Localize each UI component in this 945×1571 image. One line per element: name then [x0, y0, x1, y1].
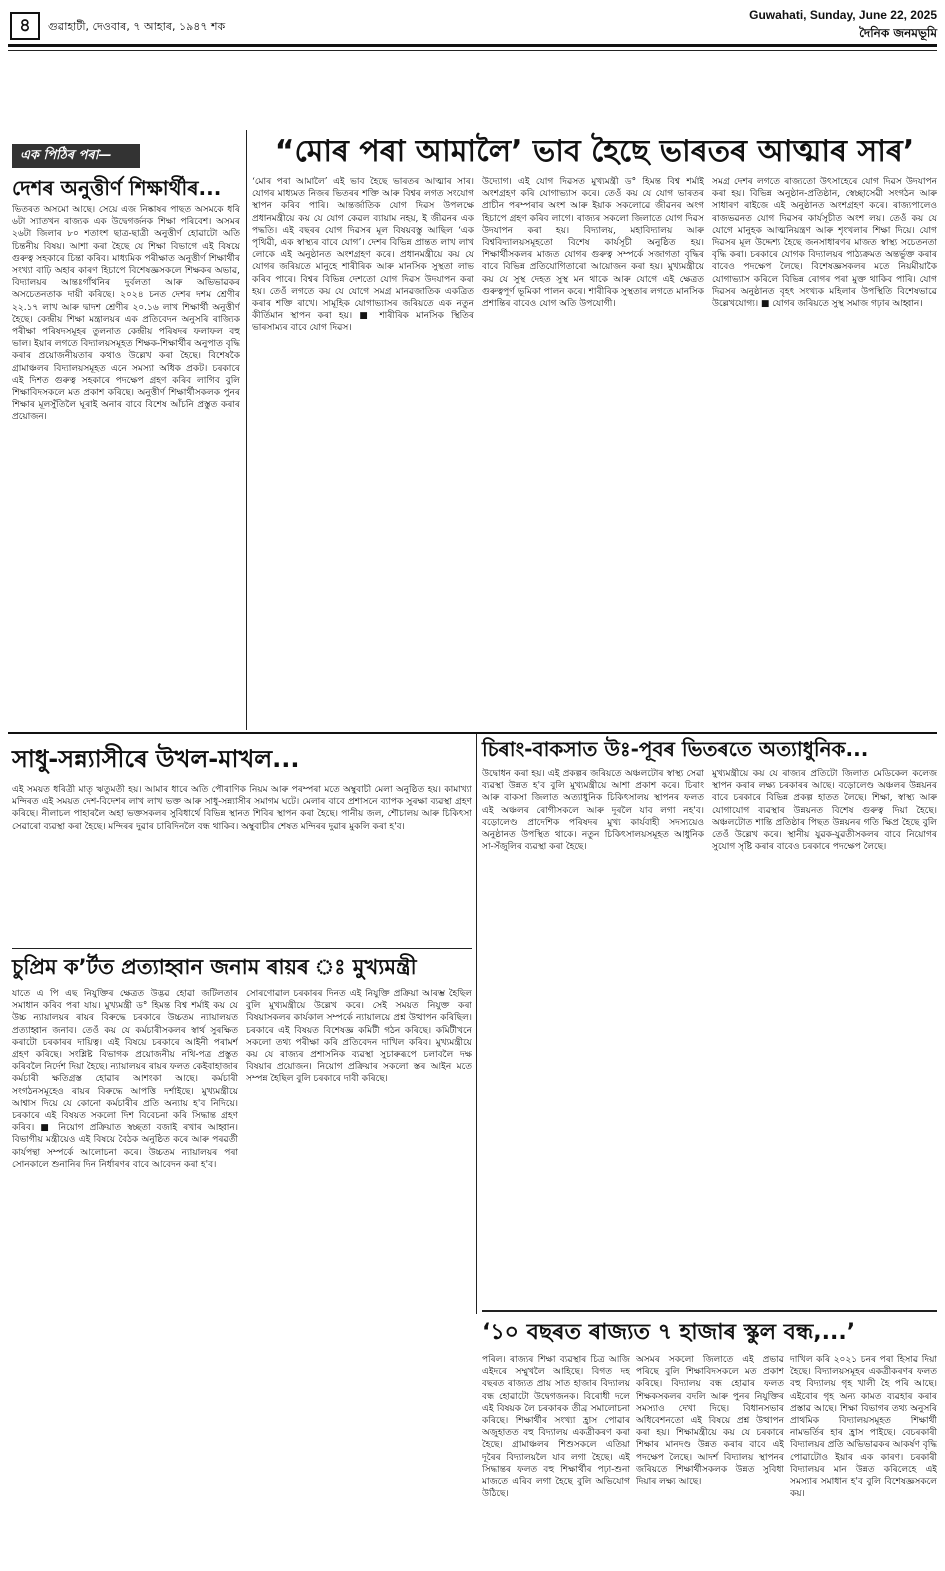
article4-body-right: মুখ্যমন্ত্ৰীয়ে কয় যে ৰাজ্যৰ প্ৰতিটো জিলাত মেডিকেল কলেজ স্থাপন কৰাৰ লক্ষ্য চৰকাৰৰ আছে। বড়োলেণ্ড অঞ্চলৰ উন্নয়নৰ বাবে চৰকাৰে বিভিন্ন প্ৰকল্প হাতত লৈছে। শিক্ষা, স্বাস্থ্য আৰু যোগাযোগ ব্যৱস্থাৰ উন্নয়নত বিশেষ গুৰুত্ব দিয়া হৈছে। অঞ্চলটোত শান্তি প্ৰতিষ্ঠাৰ পিছত উন্নয়নৰ গতি ক্ষিপ্ৰ হৈছে বুলি তেওঁ উল্লেখ কৰে। স্থানীয় যুৱক-যুৱতীসকলৰ বাবে নিয়োগৰ সুযোগ সৃষ্টি কৰাৰ বাবেও চৰকাৰে পদক্ষেপ লৈছে।: [712, 769, 937, 853]
article1-headline: দেশৰ অনুত্তীৰ্ণ শিক্ষাৰ্থীৰ...: [12, 176, 222, 200]
article6-body-left: পৰিল। ৰাজ্যৰ শিক্ষা ব্যৱস্থাৰ চিত্ৰ আজি এইদৰে সম্মুখলৈ আহিছে। বিগত দহ বছৰত ৰাজ্যত প্ৰায় সাত হাজাৰ বিদ্যালয় বন্ধ হোৱাটো উদ্বেগজনক। বিৰোধী দলে এই বিষয়ক লৈ চৰকাৰক তীব্ৰ সমালোচনা কৰিছে। শিক্ষাৰ্থীৰ সংখ্যা হ্ৰাস পোৱাৰ অজুহাতত বহু বিদ্যালয় একত্ৰীকৰণ কৰা হৈছে। গ্ৰামাঞ্চলৰ শিশুসকলে এতিয়া দূৰৈৰ বিদ্যালয়লৈ যাব লগা হৈছে। এই সিদ্ধান্তৰ ফলত বহু শিক্ষাৰ্থীৰ পঢ়া-শুনা মাজতে এৰিব লগা হৈছে বুলি অভিযোগ উঠিছে।: [482, 1355, 630, 1500]
article4-headline: চিৰাং-বাকসাত উঃ-পূবৰ ভিতৰতে অত্যাধুনিক...: [482, 737, 869, 761]
article5-body: যাতে এ পি এছ নিযুক্তিৰ ক্ষেত্ৰত উদ্ভৱ হোৱা জটিলতাৰ সমাধান কৰিব পৰা যায়। মুখ্যমন্ত্ৰী ড° হিমন্ত বিশ্ব শৰ্মাই কয় যে উচ্চ ন্যায়ালয়ৰ ৰায়ৰ বিৰুদ্ধে চৰকাৰে উচ্চতম ন্যায়ালয়ত প্ৰত্যাহ্বান জনাব। তেওঁ কয় যে কৰ্মচাৰীসকলৰ স্বাৰ্থ সুৰক্ষিত কৰাটো চৰকাৰৰ দায়িত্ব। এই বিষয়ে চৰকাৰে আইনী পৰামৰ্শ গ্ৰহণ কৰিছে। সংশ্লিষ্ট বিভাগক প্ৰয়োজনীয় নথি-পত্ৰ প্ৰস্তুত কৰিবলৈ নিৰ্দেশ দিয়া হৈছে। ন্যায়ালয়ৰ ৰায়ৰ ফলত কেইবাহাজাৰ কৰ্মচাৰী ক্ষতিগ্ৰস্ত হোৱাৰ আশংকা আছে। কৰ্মচাৰী সংগঠনসমূহেও ৰায়ৰ বিৰুদ্ধে আপত্তি দৰ্শাইছে। মুখ্যমন্ত্ৰীয়ে আশ্বাস দিয়ে যে কোনো কৰ্মচাৰীৰ প্ৰতি অন্যায় হ'ব নিদিয়ে। চৰকাৰে এই বিষয়ত সকলো দিশ বিবেচনা কৰি সিদ্ধান্ত গ্ৰহণ কৰিব। ■ নিয়োগ প্ৰক্ৰিয়াত স্বচ্ছতা বজাই ৰখাৰ আহ্বান। বিভাগীয় মন্ত্ৰীয়েও এই বিষয়ে বৈঠক অনুষ্ঠিত কৰে আৰু পৰৱৰ্তী কাৰ্যপন্থা সম্পৰ্কে আলোচনা কৰে। উচ্চতম ন্যায়ালয়ৰ পৰা সোনকালে শুনানিৰ দিন নিৰ্ধাৰণৰ বাবে আবেদন কৰা হ'ব।: [12, 989, 238, 1170]
article4-body-left: উদ্বোধন কৰা হয়। এই প্ৰকল্পৰ জৰিয়তে অঞ্চলটোৰ স্বাস্থ্য সেৱা ব্যৱস্থা উন্নত হ'ব বুলি মুখ্যমন্ত্ৰীয়ে আশা প্ৰকাশ কৰে। চিৰাং আৰু বাকসা জিলাত অত্যাধুনিক চিকিৎসালয় স্থাপনৰ ফলত এই অঞ্চলৰ ৰোগীসকলে আৰু দূৰলৈ যাব লগা নহ'ব। বড়োলেণ্ড প্ৰাদেশিক পৰিষদৰ মুখ্য কাৰ্যবাহী সদস্যয়েও অনুষ্ঠানত উপস্থিত থাকে। নতুন চিকিৎসালয়সমূহত আধুনিক সা-সঁজুলিৰ ব্যৱস্থা কৰা হৈছে।: [482, 769, 704, 853]
article6-headline: ‘১০ বছৰত ৰাজ্যত ৭ হাজাৰ স্কুল বন্ধ,...’: [482, 1320, 856, 1345]
article1-body: ভিতৰত অসমো আছে। সেয়ে এজ নিষ্কাষৰ পাছত অসমকে ধৰি ৬টা স্যাতখন ৰাজ্যক এক উদ্বেগৰ্জনক শিক্ষা পৰিবেশ। অসমৰ ২৬টা জিলাৰ ৮০ শতাংশ ছাত্ৰ-ছাত্ৰী অনুত্তীৰ্ণ হোৱাটো অতি চিন্তনীয় বিষয়। আশা কৰা হৈছে যে শিক্ষা বিভাগে এই বিষয়ে গুৰুত্ব সহকাৰে চিন্তা কৰিব। মাধ্যমিক পৰীক্ষাত অনুত্তীৰ্ণ শিক্ষাৰ্থীৰ সংখ্যা বাঢ়ি অহাৰ কাৰণ হিচাপে বিশেষজ্ঞসকলে শিক্ষকৰ অভাৱ, বিদ্যালয়ৰ আন্তঃগাঁথনিৰ দুৰ্বলতা আৰু অভিভাৱকৰ অসচেতনতাক দায়ী কৰিছে। ২০২৪ চনত দেশৰ দশম শ্ৰেণীৰ ২২.১৭ লাখ আৰু দ্বাদশ শ্ৰেণীৰ ২০.১৬ লাখ শিক্ষাৰ্থী অনুত্তীৰ্ণ হৈছে। কেন্দ্ৰীয় শিক্ষা মন্ত্ৰালয়ৰ এক প্ৰতিবেদন অনুসৰি ৰাজ্যিক পৰীক্ষা পৰিষদসমূহৰ তুলনাত কেন্দ্ৰীয় পৰিষদৰ ফলাফল বহু ভাল। ইয়াৰ লগতে বিদ্যালয়সমূহত শিক্ষক-শিক্ষাৰ্থীৰ অনুপাত বৃদ্ধি কৰাৰ প্ৰয়োজনীয়তাৰ কথাও উল্লেখ কৰা হৈছে। বিশেষকৈ গ্ৰামাঞ্চলৰ বিদ্যালয়সমূহত এনে সমস্যা অধিক প্ৰকট। চৰকাৰে এই দিশত গুৰুত্ব সহকাৰে পদক্ষেপ গ্ৰহণ কৰিব লাগিব বুলি শিক্ষাবিদসকলে মত প্ৰকাশ কৰিছে। অনুত্তীৰ্ণ শিক্ষাৰ্থীসকলক পুনৰ শিক্ষাৰ মূলসুঁতিলৈ ঘূৰাই অনাৰ বাবে বিশেষ আঁচনি প্ৰস্তুত কৰাৰ প্ৰয়োজন।: [12, 205, 240, 423]
masthead: দৈনিক জনমভূমি: [859, 26, 937, 40]
page-number: ৪: [10, 12, 40, 40]
article6-body-right: দাখিল কৰি ২০২১ চনৰ পৰা হিসাৱ দিয়া হৈছে। বিদ্যালয়সমূহৰ একত্ৰীকৰণৰ ফলত বহু বিদ্যালয় গৃহ খালী হৈ পৰি আছে। এইবোৰ গৃহ অন্য কামত ব্যৱহাৰ কৰাৰ প্ৰস্তাৱ আছে। শিক্ষা বিভাগৰ তথ্য অনুসৰি প্ৰাথমিক বিদ্যালয়সমূহত শিক্ষাৰ্থী নামভৰ্তিৰ হাৰ হ্ৰাস পাইছে। বেচৰকাৰী বিদ্যালয়ৰ প্ৰতি অভিভাৱকৰ আকৰ্ষণ বৃদ্ধি পোৱাটোও ইয়াৰ এক কাৰণ। চৰকাৰী বিদ্যালয়ৰ মান উন্নত কৰিলেহে এই সমস্যাৰ সমাধান হ'ব বুলি বিশেষজ্ঞসকলে কয়।: [790, 1355, 937, 1500]
article2-headline: “মোৰ পৰা আমালৈ’ ভাব হৈছে ভাৰতৰ আত্মাৰ সাৰ’: [274, 134, 915, 169]
article5-headline: চুপ্ৰিম ক’ৰ্টত প্ৰত্যাহ্বান জনাম ৰায়ৰ ঃ মুখ্যমন্ত্ৰী: [12, 955, 417, 979]
header-rule-thin: [8, 50, 937, 51]
article3-body: এই সময়ত ধৰিত্ৰী মাতৃ ঋতুমতী হয়। আমাৰ ধাৰে অতি পৌৰাণিক নিয়ম আৰু পৰম্পৰা মতে অম্বুবাচী মেলা অনুষ্ঠিত হয়। কামাখ্যা মন্দিৰত এই সময়ত দেশ-বিদেশৰ লাখ লাখ ভক্ত আৰু সাধু-সন্ন্যাসীৰ সমাগম ঘটে। মেলাৰ বাবে প্ৰশাসনে ব্যাপক সুৰক্ষা ব্যৱস্থা গ্ৰহণ কৰিছে। নীলাচল পাহাৰলৈ অহা ভক্তসকলৰ সুবিধাৰ্থে বিভিন্ন স্থানত শিবিৰ স্থাপন কৰা হৈছে। পানীয় জল, শৌচালয় আৰু চিকিৎসা সেৱাৰো ব্যৱস্থা কৰা হৈছে। মন্দিৰৰ দুৱাৰ চাৰিদিনলৈ বন্ধ থাকিব। অম্বুবাচীৰ শেষত মন্দিৰৰ দুৱাৰ মুকলি কৰা হ'ব।: [12, 785, 472, 832]
article5-body-right: সোৰণোৱাল চৰকাৰৰ দিনত এই নিযুক্তি প্ৰক্ৰিয়া আৰম্ভ হৈছিল বুলি মুখ্যমন্ত্ৰীয়ে উল্লেখ কৰে। সেই সময়ত নিযুক্ত কৰা বিষয়াসকলৰ কাৰ্যকাল সম্পৰ্কে ন্যায়ালয়ে প্ৰশ্ন উত্থাপন কৰিছিল। চৰকাৰে এই বিষয়ত বিশেষজ্ঞ কমিটী গঠন কৰিছে। কমিটীখনে সকলো তথ্য পৰীক্ষা কৰি প্ৰতিবেদন দাখিল কৰিব। মুখ্যমন্ত্ৰীয়ে কয় যে ৰাজ্যৰ প্ৰশাসনিক ব্যৱস্থা সুচাৰুৰূপে চলাবলৈ দক্ষ বিষয়াৰ প্ৰয়োজন। নিয়োগ প্ৰক্ৰিয়াৰ সকলো স্তৰ আইন মতে সম্পন্ন হৈছিল বুলি চৰকাৰে দাবী কৰিছে।: [246, 989, 472, 1085]
section-rule-2: [12, 948, 472, 949]
page-header: [8, 6, 937, 42]
header-date-assamese: গুৱাহাটী, দেওবাৰ, ৭ আহাৰ, ১৯৪৭ শক: [48, 20, 226, 33]
column-divider-2: [476, 734, 477, 1314]
kicker-label: এক পিঠিৰ পৰা—: [12, 144, 140, 168]
article2-body-left: ‘মোৰ পৰা আমালৈ’ এই ভাব হৈছে ভাৰতৰ আত্মাৰ সাৰ। যোগৰ মাধ্যমত নিজৰ ভিতৰৰ শক্তি আৰু বিশ্বৰ লগত সংযোগ স্থাপন কৰিব পাৰি। আন্তৰ্জাতিক যোগ দিৱস উপলক্ষে প্ৰধানমন্ত্ৰীয়ে কয় যে যোগ কেৱল ব্যায়াম নহয়, ই জীৱনৰ এক পদ্ধতি। এই বছৰৰ যোগ দিৱসৰ মূল বিষয়বস্তু আছিল ‘এক পৃথিৱী, এক স্বাস্থ্যৰ বাবে যোগ’। দেশৰ বিভিন্ন প্ৰান্তত লাখ লাখ লোকে এই অনুষ্ঠানত অংশগ্ৰহণ কৰে। প্ৰধানমন্ত্ৰীয়ে কয় যে যোগৰ জৰিয়তে মানুহে শাৰীৰিক আৰু মানসিক সুস্থতা লাভ কৰিব পাৰে। বিশ্বৰ বিভিন্ন দেশতো যোগ দিৱস উদযাপন কৰা হয়। তেওঁ লগতে কয় যে যোগে সমগ্ৰ মানৱজাতিক একত্ৰিত কৰাৰ শক্তি ৰাখে। সামূহিক যোগাভ্যাসৰ জৰিয়তে এক নতুন কীৰ্তিমান স্থাপন কৰা হয়। ■ শাৰীৰিক মানসিক স্থিতিৰ ভাৰসাম্যৰ বাবে যোগ দিৱস।: [252, 177, 474, 334]
header-rule: [8, 44, 937, 47]
newspaper-page: [8, 6, 937, 1565]
article2-body-mid: উদ্যোগ। এই যোগ দিৱসত মুখ্যমন্ত্ৰী ড° হিমন্ত বিশ্ব শৰ্মাই অংশগ্ৰহণ কৰি যোগাভ্যাস কৰে। তেওঁ কয় যে যোগ ভাৰতৰ প্ৰাচীন পৰম্পৰাৰ অংশ আৰু ইয়াক সকলোৱে জীৱনৰ অংগ হিচাপে গ্ৰহণ কৰিব লাগে। ৰাজ্যৰ সকলো জিলাতে যোগ দিৱস উদযাপন কৰা হয়। বিদ্যালয়, মহাবিদ্যালয় আৰু বিশ্ববিদ্যালয়সমূহতো বিশেষ কাৰ্যসূচী অনুষ্ঠিত হয়। শিক্ষাৰ্থীসকলৰ মাজত যোগৰ গুৰুত্ব সম্পৰ্কে সজাগতা বৃদ্ধিৰ বাবে বিভিন্ন প্ৰতিযোগিতাৰো আয়োজন কৰা হয়। মুখ্যমন্ত্ৰীয়ে কয় যে সুস্থ দেহত সুস্থ মন থাকে আৰু যোগে এই ক্ষেত্ৰত গুৰুত্বপূৰ্ণ ভূমিকা পালন কৰে। শাৰীৰিক সুস্থতাৰ লগতে মানসিক প্ৰশান্তিৰ বাবেও যোগ অতি উপযোগী।: [482, 177, 704, 310]
article3-headline: সাধু-সন্ন্যাসীৰে উখল-মাখল...: [12, 745, 300, 773]
article2-body-right: সমগ্ৰ দেশৰ লগতে ৰাজ্যতো উৎসাহেৰে যোগ দিৱস উদযাপন কৰা হয়। বিভিন্ন অনুষ্ঠান-প্ৰতিষ্ঠান, স্বেচ্ছাসেৱী সংগঠন আৰু সাধাৰণ ৰাইজে এই অনুষ্ঠানত অংশগ্ৰহণ কৰে। ৰাজ্যপালেও ৰাজভৱনত যোগ দিৱসৰ কাৰ্যসূচীত অংশ লয়। তেওঁ কয় যে যোগে মানুহক আত্মনিয়ন্ত্ৰণ আৰু শৃংখলাৰ শিক্ষা দিয়ে। যোগ দিৱসৰ মূল উদ্দেশ্য হৈছে জনসাধাৰণৰ মাজত স্বাস্থ্য সচেতনতা বৃদ্ধি কৰা। চৰকাৰে যোগক বিদ্যালয়ৰ পাঠ্যক্ৰমত অন্তৰ্ভুক্ত কৰাৰ বাবেও পদক্ষেপ লৈছে। বিশেষজ্ঞসকলৰ মতে নিয়মীয়াকৈ যোগাভ্যাস কৰিলে বিভিন্ন ৰোগৰ পৰা মুক্ত থাকিব পাৰি। যোগ দিৱসৰ অনুষ্ঠানত বৃহৎ সংখ্যক মহিলাৰ উপস্থিতি বিশেষভাৱে উল্লেখযোগ্য। ■ যোগৰ জৰিয়তে সুস্থ সমাজ গঢ়াৰ আহ্বান।: [712, 177, 937, 310]
article6-body-mid: অসমৰ সকলো জিলাতে এই প্ৰভাৱ পৰিছে বুলি শিক্ষাবিদসকলে মত প্ৰকাশ কৰিছে। বিদ্যালয় বন্ধ হোৱাৰ ফলত শিক্ষকসকলৰ বদলি আৰু পুনৰ নিযুক্তিৰ সমস্যাও দেখা দিছে। বিধানসভাৰ অধিবেশনতো এই বিষয়ে প্ৰশ্ন উত্থাপন কৰা হয়। শিক্ষামন্ত্ৰীয়ে কয় যে চৰকাৰে শিক্ষাৰ মানদণ্ড উন্নত কৰাৰ বাবে এই পদক্ষেপ লৈছে। আদৰ্শ বিদ্যালয় স্থাপনৰ জৰিয়তে শিক্ষাৰ্থীসকলক উন্নত সুবিধা দিয়াৰ লক্ষ্য আছে।: [636, 1355, 784, 1488]
header-date-english: Guwahati, Sunday, June 22, 2025: [749, 8, 937, 22]
section-rule-3: [482, 1310, 937, 1312]
column-divider: [246, 130, 247, 730]
